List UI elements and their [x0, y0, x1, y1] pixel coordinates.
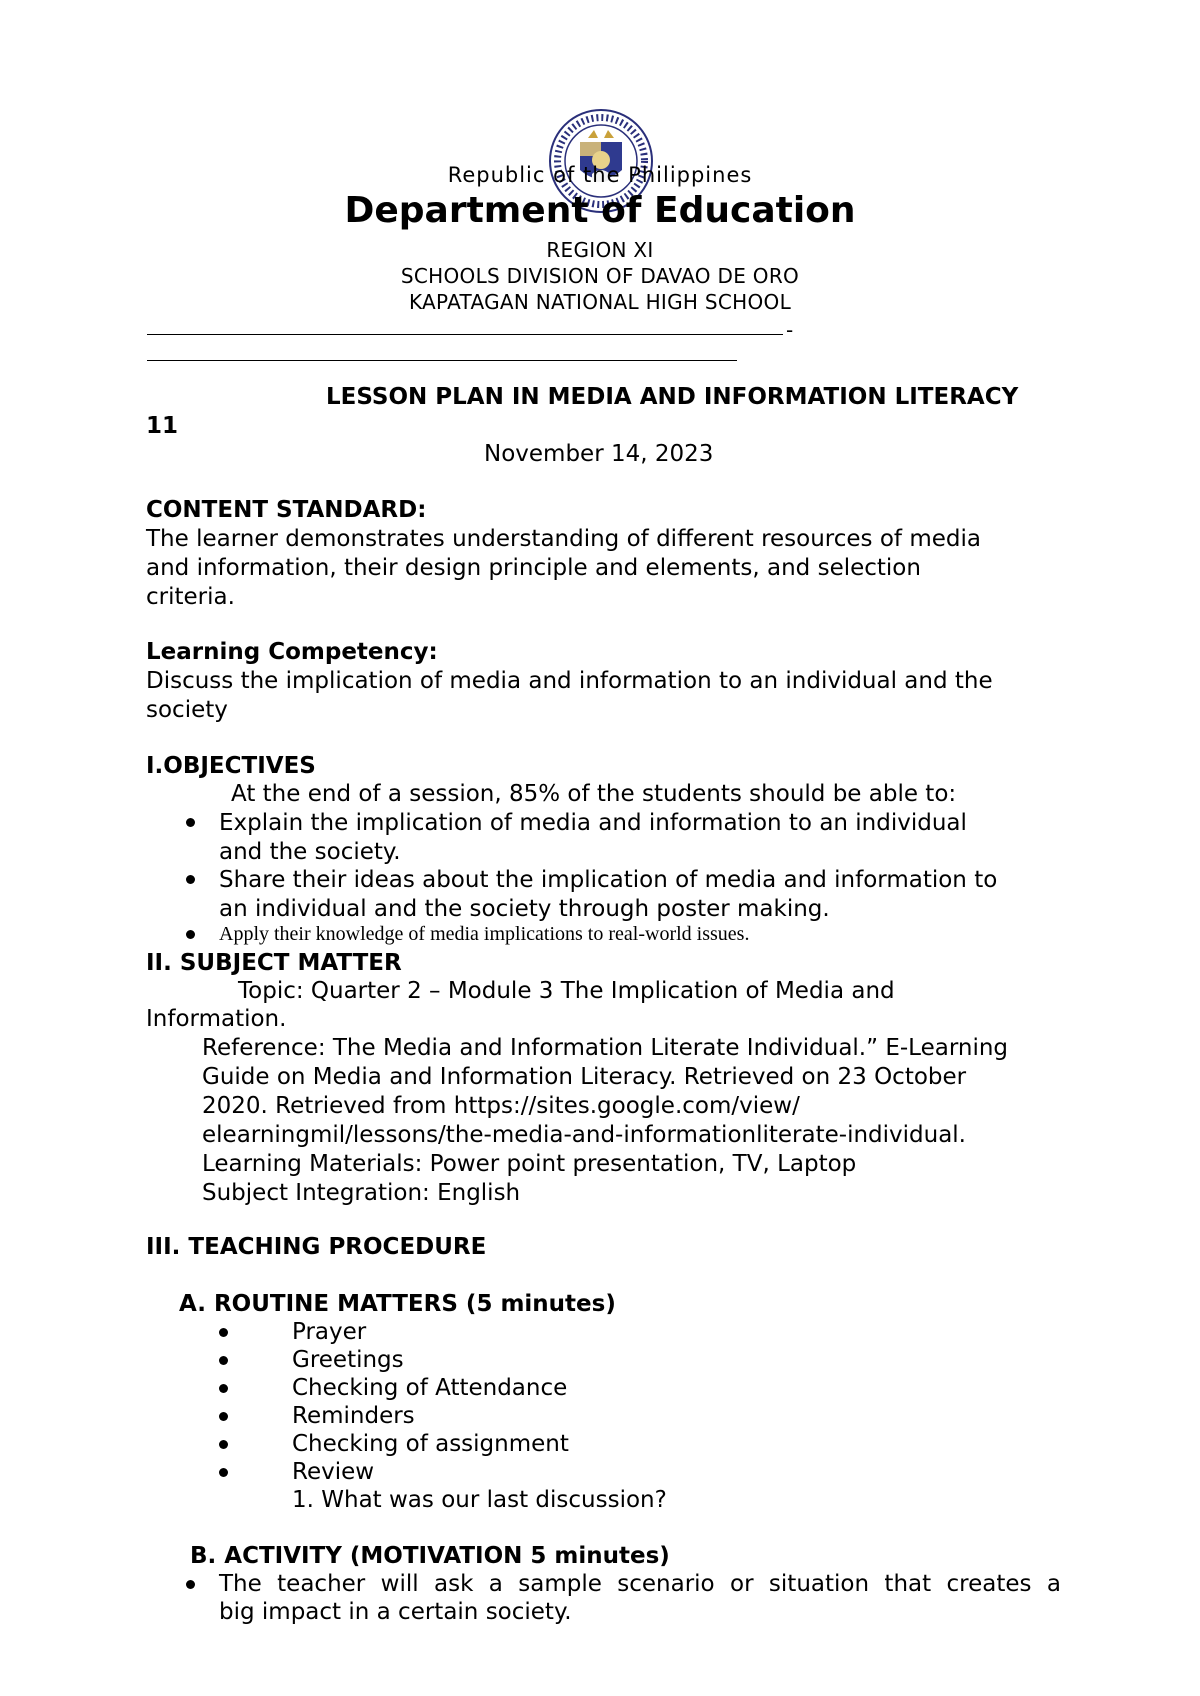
- learning-competency-text: Discuss the implication of media and information to an individual and the society: [146, 668, 993, 723]
- content-standard-text: The learner demonstrates understanding of different resources of media and information, their design principle and elements, and selection criteria.: [146, 526, 981, 610]
- subject-matter-heading: II. SUBJECT MATTER: [146, 950, 402, 976]
- bullet-icon: [186, 818, 195, 827]
- divider-dash: -: [786, 318, 794, 342]
- lesson-plan-title: LESSON PLAN IN MEDIA AND INFORMATION LITERACY: [326, 384, 1019, 410]
- activity-item-line-2: big impact in a certain society.: [219, 1599, 572, 1625]
- bullet-icon: [219, 1356, 228, 1365]
- routine-matters-heading: A. ROUTINE MATTERS (5 minutes): [179, 1291, 616, 1317]
- objectives-heading: I.OBJECTIVES: [146, 753, 316, 779]
- region-name: REGION XI: [546, 238, 654, 262]
- country-name: Republic of the Philippines: [447, 163, 753, 187]
- reference-block: Reference: The Media and Information Literate Individual.” E-Learning Guide on Media and Information Literacy. Retrieved on 23 October 2020. Retrieved from https://sites.google.com/view/ elearningmil/lessons/the-media-and-informationliterate-individual. Learning Materials: Power point presentation, TV, Laptop Subject Integration: English: [202, 1035, 1009, 1206]
- routine-item: Review: [292, 1459, 375, 1485]
- bullet-icon: [219, 1468, 228, 1477]
- bullet-icon: [219, 1440, 228, 1449]
- lesson-date: November 14, 2023: [484, 441, 714, 467]
- activity-item-line-1: The teacher will ask a sample scenario or situation that creates a: [219, 1571, 1061, 1597]
- review-question: 1. What was our last discussion?: [292, 1487, 667, 1513]
- objectives-intro: At the end of a session, 85% of the students should be able to:: [231, 781, 957, 807]
- bullet-icon: [219, 1412, 228, 1421]
- routine-item: Reminders: [292, 1403, 415, 1429]
- division-name: SCHOOLS DIVISION OF DAVAO DE ORO: [400, 264, 800, 288]
- lesson-plan-grade: 11: [146, 413, 179, 439]
- header-divider-2: [147, 360, 737, 361]
- learning-competency-heading: Learning Competency:: [146, 639, 438, 665]
- bullet-icon: [186, 1580, 195, 1589]
- topic-line-2: Information.: [146, 1006, 287, 1032]
- header-divider: [147, 334, 783, 335]
- activity-heading: B. ACTIVITY (MOTIVATION 5 minutes): [190, 1543, 670, 1569]
- routine-item: Prayer: [292, 1319, 367, 1345]
- bullet-icon: [186, 930, 195, 939]
- teaching-procedure-heading: III. TEACHING PROCEDURE: [146, 1234, 487, 1260]
- routine-item: Greetings: [292, 1347, 404, 1373]
- department-name: Department of Education: [344, 190, 856, 231]
- objective-item: Explain the implication of media and information to an individual and the society.: [219, 810, 967, 865]
- bullet-icon: [219, 1384, 228, 1393]
- bullet-icon: [186, 875, 195, 884]
- content-standard-heading: CONTENT STANDARD:: [146, 497, 427, 523]
- routine-item: Checking of assignment: [292, 1431, 569, 1457]
- school-name: KAPATAGAN NATIONAL HIGH SCHOOL: [408, 290, 792, 314]
- objective-item: Share their ideas about the implication of media and information to an individual and the society through poster making.: [219, 867, 998, 922]
- bullet-icon: [219, 1328, 228, 1337]
- topic-line-1: Topic: Quarter 2 – Module 3 The Implication of Media and: [238, 978, 895, 1004]
- routine-item: Checking of Attendance: [292, 1375, 568, 1401]
- objective-item: Apply their knowledge of media implications to real-world issues.: [219, 923, 750, 945]
